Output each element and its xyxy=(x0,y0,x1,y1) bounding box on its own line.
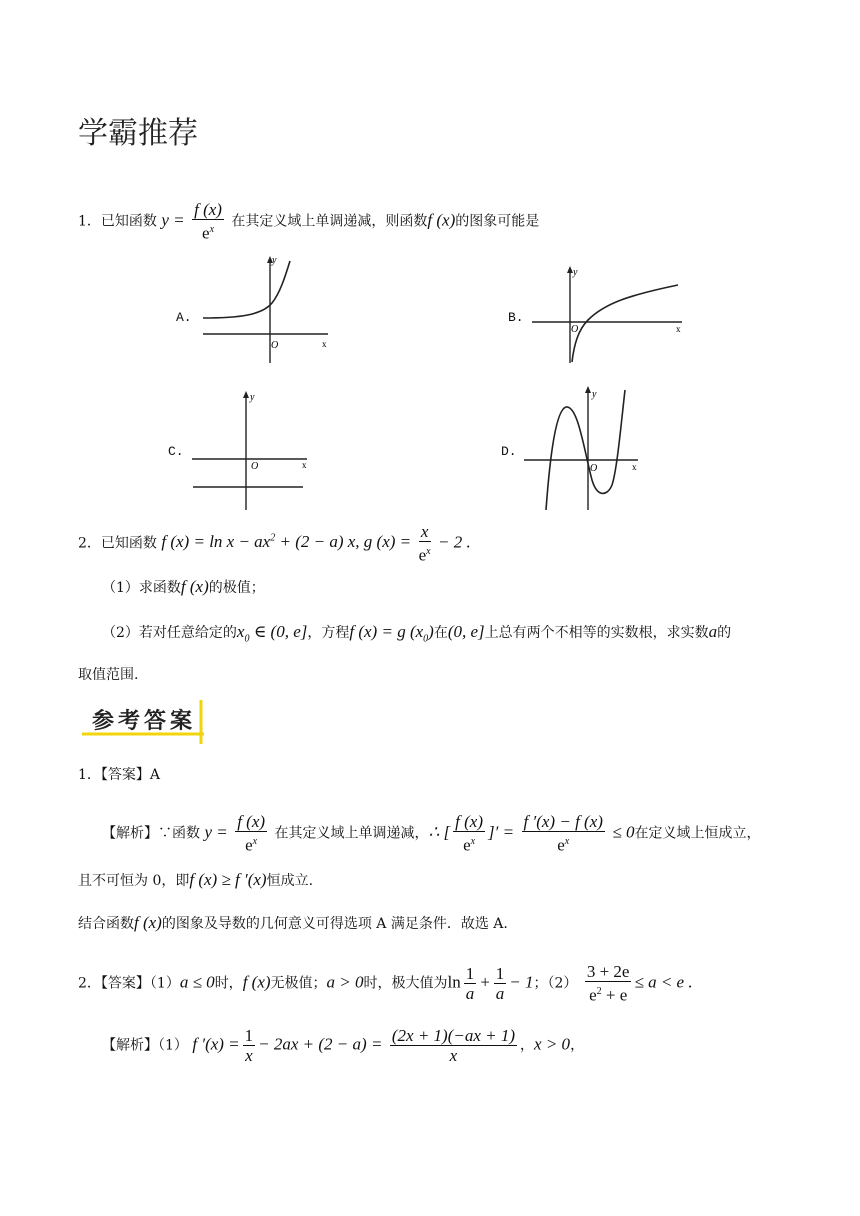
denominator-base: e xyxy=(557,835,565,855)
option-a-label: A. xyxy=(176,310,192,325)
curve xyxy=(572,285,678,362)
subscript: 0 xyxy=(423,633,429,645)
analysis-label: 【解析】 xyxy=(102,1037,158,1054)
fraction-numerator: (2x + 1)(−ax + 1) xyxy=(391,1026,516,1045)
graph-a xyxy=(200,255,330,365)
fraction-denominator xyxy=(453,832,485,855)
denominator-base: e xyxy=(245,835,253,855)
curve xyxy=(203,261,290,318)
math-expression: + xyxy=(479,972,491,992)
math-expression: a ≤ 0 xyxy=(179,972,215,992)
origin-label: O xyxy=(271,340,279,351)
question-text: 在其定义域上单调递减，则函数 xyxy=(231,213,428,230)
graph-d xyxy=(522,385,642,513)
math-expression: ]′ = xyxy=(488,822,515,842)
fraction xyxy=(494,964,507,1003)
math-expression xyxy=(349,622,434,645)
math-expression: ln xyxy=(447,972,461,992)
answer-text: 时， xyxy=(214,975,243,992)
analysis-text: ∵函数 xyxy=(158,825,200,842)
math-expression: f (x) xyxy=(180,577,209,596)
fraction-denominator xyxy=(419,542,431,565)
fraction-numerator: 1 xyxy=(244,1026,254,1045)
math-expression: ≤ a < e . xyxy=(634,972,693,992)
question-1 xyxy=(78,200,539,243)
variable: x xyxy=(236,622,245,641)
graph-b xyxy=(530,265,685,365)
denominator-exponent: x xyxy=(470,836,476,847)
question-text: 已知函数 xyxy=(100,535,157,552)
fraction-denominator: x xyxy=(449,1046,458,1065)
fraction xyxy=(235,812,267,855)
fraction-denominator xyxy=(192,220,224,243)
fraction-numerator: 1 xyxy=(495,963,505,983)
option-d-label: D. xyxy=(501,444,517,459)
analysis-text: 恒成立. xyxy=(266,873,314,889)
variable: a xyxy=(708,622,718,641)
fraction-numerator: x xyxy=(419,522,431,542)
analysis-text: 在其定义域上单调递减， xyxy=(274,825,429,842)
fraction-numerator: f (x) xyxy=(455,812,484,831)
analysis-text: 且不可恒为 0，即 xyxy=(78,873,190,889)
y-axis-label: y xyxy=(573,267,578,278)
analysis-text: ， xyxy=(570,1037,585,1054)
denominator-exponent: x xyxy=(564,836,570,847)
question-text: 在 xyxy=(433,625,448,641)
question-text: 的图象可能是 xyxy=(455,213,540,230)
math-expression: f (x) ≥ f ′(x) xyxy=(189,870,267,889)
fraction-numerator: f (x) xyxy=(237,812,266,831)
fraction xyxy=(585,962,632,1005)
denominator-exponent: 2 xyxy=(596,986,602,997)
fraction-denominator xyxy=(235,832,267,855)
fraction-numerator: f ′(x) − f (x) xyxy=(523,812,603,831)
answer-banner: 参考答案 xyxy=(92,708,197,734)
math-expression: f (x) xyxy=(242,972,271,992)
denominator-base: e xyxy=(418,545,427,565)
math-expression: − 2ax + (2 − a) = xyxy=(258,1034,383,1054)
curve xyxy=(546,390,625,510)
math-expression: ∴ [ xyxy=(428,822,451,842)
denominator-base: e xyxy=(463,835,471,855)
answer-1 xyxy=(78,765,160,785)
denominator-exponent: x xyxy=(426,546,431,557)
math-expression xyxy=(161,532,411,551)
fraction-denominator: x xyxy=(245,1046,253,1065)
analysis-text: 的图象及导数的几何意义可得选项 A 满足条件．故选 A. xyxy=(161,916,508,932)
fraction-denominator xyxy=(585,982,632,1005)
question-number: 1． xyxy=(78,213,101,230)
math-expression xyxy=(236,622,308,645)
analysis-label: 【解析】 xyxy=(102,825,158,842)
page-title: 学霸推荐 xyxy=(78,116,198,151)
answer-2-analysis xyxy=(102,1026,584,1065)
origin-label: O xyxy=(251,461,259,472)
fraction xyxy=(192,200,224,243)
fraction-denominator xyxy=(522,832,605,855)
y-axis-label: y xyxy=(592,389,597,400)
math-expression: y = xyxy=(204,822,228,842)
answer-number: 1． xyxy=(78,767,101,783)
question-2-part-2-continued: 取值范围. xyxy=(78,667,139,683)
question-text: ，方程 xyxy=(307,625,350,641)
math-expression: − 1 xyxy=(509,972,534,992)
analysis-text: 结合函数 xyxy=(78,916,134,932)
question-text: 的 xyxy=(717,625,732,641)
graph-c xyxy=(190,390,315,515)
question-2-part-1 xyxy=(102,577,265,598)
math-expression: y = xyxy=(161,210,185,230)
denominator-exponent: x xyxy=(252,836,258,847)
answer-value: A xyxy=(149,767,161,783)
answer-label: 【答案】 xyxy=(100,975,150,992)
math-expression: f ′(x) = xyxy=(192,1034,240,1054)
fraction xyxy=(419,522,431,565)
x-axis-label: x xyxy=(322,339,327,349)
answer-1-line-3 xyxy=(78,913,508,934)
analysis-text: 在定义域上恒成立， xyxy=(634,825,761,842)
origin-label: O xyxy=(571,324,579,335)
answer-number: 2． xyxy=(78,975,101,992)
answer-1-line-2 xyxy=(78,870,313,891)
subscript: 0 xyxy=(244,633,250,645)
math-expression: x > 0 xyxy=(534,1034,571,1054)
equation-end: ) xyxy=(428,622,434,641)
x-axis-label: x xyxy=(632,462,637,472)
question-2-part-2 xyxy=(102,622,731,649)
option-b-label: B. xyxy=(508,310,524,325)
answer-text: 无极值； xyxy=(270,975,327,992)
option-c-label: C. xyxy=(168,444,184,459)
answer-1-analysis xyxy=(102,812,760,855)
question-text: 上总有两个不相等的实数根，求实数 xyxy=(484,625,709,641)
answer-text: 时，极大值为 xyxy=(363,975,448,992)
answer-label: 【答案】 xyxy=(100,767,150,783)
fraction-numerator: f (x) xyxy=(194,200,222,219)
denominator-base: e xyxy=(202,223,210,243)
origin-label: O xyxy=(590,463,598,474)
y-axis-arrow xyxy=(585,386,591,393)
interval: ∈ (0, e] xyxy=(249,622,308,641)
expr-part: f (x) = ln x − ax xyxy=(161,532,271,552)
math-expression: ≤ 0 xyxy=(612,822,635,842)
exponent: 2 xyxy=(270,532,276,544)
fraction xyxy=(464,964,477,1003)
math-expression: f (x) xyxy=(134,913,162,932)
question-text: （2）若对任意给定的 xyxy=(102,625,237,641)
question-text: 已知函数 xyxy=(100,213,157,230)
equation: f (x) = g (x xyxy=(349,622,424,641)
x-axis-label: x xyxy=(676,324,681,334)
denominator-base: e xyxy=(589,985,597,1005)
question-2 xyxy=(78,522,471,565)
fraction xyxy=(522,812,605,855)
fraction xyxy=(390,1026,517,1065)
y-axis-arrow xyxy=(243,391,249,398)
analysis-text: ， xyxy=(520,1037,535,1054)
fraction xyxy=(243,1026,256,1065)
x-axis-label: x xyxy=(302,460,307,470)
question-text: （1）求函数 xyxy=(102,580,181,596)
fraction xyxy=(453,812,485,855)
answer-2 xyxy=(78,962,693,1005)
math-expression: a > 0 xyxy=(326,972,364,992)
fraction-numerator: 1 xyxy=(465,963,475,983)
fraction-numerator: 3 + 2e xyxy=(586,962,630,981)
fraction-denominator: a xyxy=(495,983,505,1003)
question-text: 的极值； xyxy=(208,580,265,596)
denominator-exponent: x xyxy=(209,224,215,235)
denominator-tail: + e xyxy=(601,985,628,1005)
interval: (0, e] xyxy=(447,622,485,641)
expr-part: + (2 − a) x, g (x) = xyxy=(275,532,412,552)
question-number: 2． xyxy=(78,535,101,552)
math-expression: − 2 . xyxy=(438,532,471,552)
analysis-text: （1） xyxy=(158,1037,188,1054)
y-axis-label: y xyxy=(272,255,277,266)
y-axis-label: y xyxy=(250,392,255,403)
fraction-denominator: a xyxy=(465,983,475,1003)
answer-text: ；（2） xyxy=(533,975,578,992)
answer-text: （1） xyxy=(149,975,180,992)
math-expression: f (x) xyxy=(427,210,456,230)
